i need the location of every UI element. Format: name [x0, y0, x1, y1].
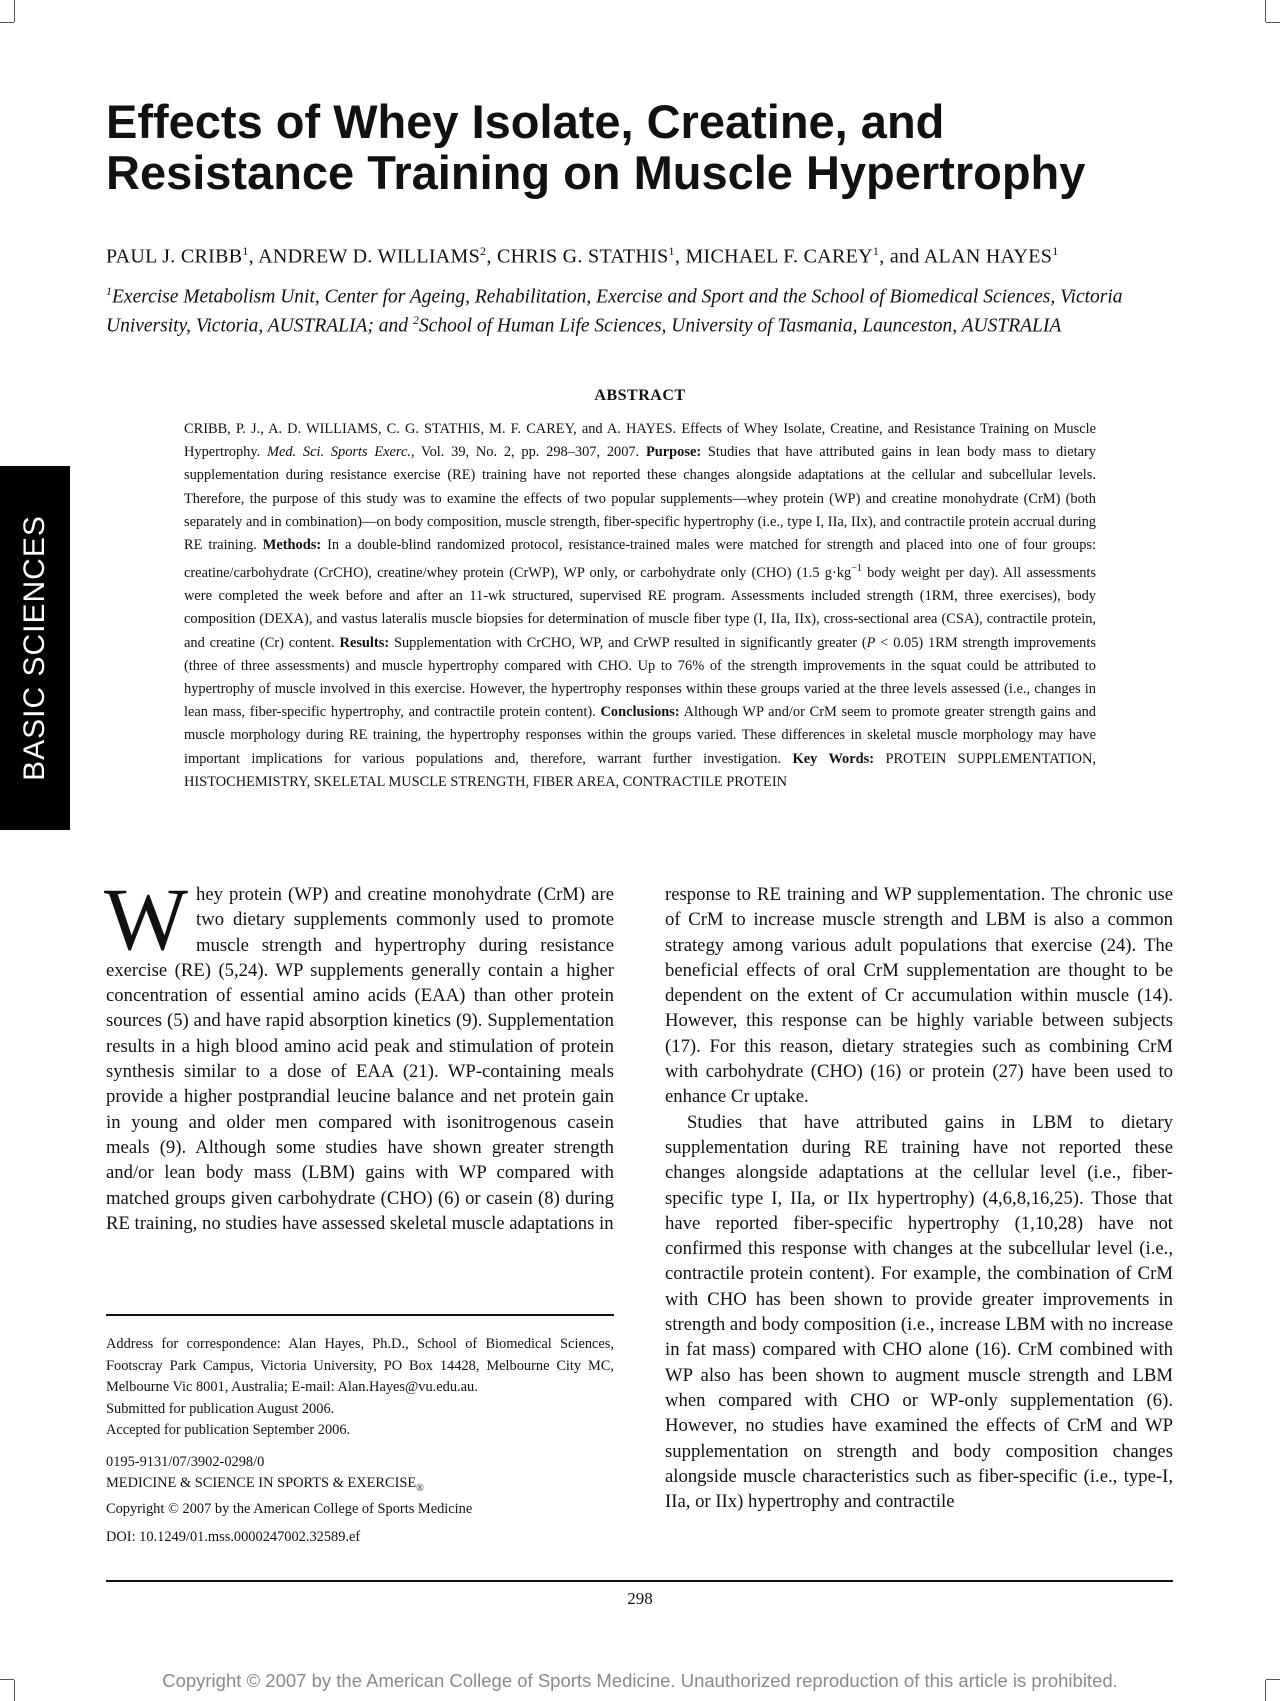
body-paragraph — [104, 871, 614, 1236]
article-title — [106, 96, 1206, 198]
abstract-citation-tail: , Vol. 39, No. 2, pp. 298–307, 2007. — [410, 444, 646, 461]
affiliations — [106, 280, 1176, 337]
section-label: BASIC SCIENCES — [18, 515, 51, 781]
affiliation-1: Exercise Metabolism Unit, Center for Ageing, Rehabilitation, Exercise and Sport and the School of Biomedical Sciences, Victoria University, Victoria, AUSTRALIA; and — [106, 286, 1123, 336]
journal-name — [106, 1473, 614, 1499]
purpose-text: Studies that have attributed gains in lean body mass to dietary supplementation during resistance exercise (RE) training have not reported these changes alongside adaptations at the cellular and subcellular levels. Therefore, the purpose of this study was to examine the effects of two popular supplements—whey protein (WP) and creatine monohydrate (CrM) (both separately and in combination)—on body composition, muscle strength, fiber-specific hypertrophy (i.e., type I, IIa, IIx), and contractile protein accrual during RE training. — [184, 444, 1096, 554]
author: PAUL J. CRIBB — [106, 245, 243, 268]
abstract-journal: Med. Sci. Sports Exerc. — [266, 444, 411, 461]
purpose-label: Purpose: — [645, 444, 702, 461]
footnote-block — [106, 1334, 614, 1548]
methods-exponent: −1 — [851, 563, 862, 575]
crop-mark — [1266, 22, 1280, 23]
footnote-divider — [106, 1314, 614, 1316]
conclusions-text: Although WP and/or CrM seem to promote greater strength gains and muscle morphology during RE training, the hypertrophy responses within the groups varied. These differences in skeletal muscle morphology may have important implications for various populations and, therefore, warrant further investigation. — [184, 704, 1096, 767]
conclusions-label: Conclusions: — [600, 704, 680, 721]
results-label: Results: — [339, 634, 390, 651]
author: and ALAN HAYES — [889, 245, 1053, 268]
affil-mark: 2 — [412, 312, 419, 327]
author: MICHAEL F. CAREY — [685, 245, 873, 268]
body-column-right — [665, 882, 1173, 1514]
abstract-heading: ABSTRACT — [594, 387, 686, 404]
methods-text: In a double-blind randomized protocol, resistance-trained males were matched for strength and placed into one of four groups: creatine/carbohydrate (CrCHO), creatine/whey protein (CrWP), WP only, or carbohydrate only (CHO) (1.5 g·kg — [184, 537, 1096, 582]
methods-text-cont: body weight per day). All assessments were completed the week before and after an 11-wk structured, supervised RE program. Assessments included strength (1RM, three exercises), body composition (DEXA), and vastus lateralis muscle biopsies for determination of muscle fiber type (I, IIa, IIx), cross-sectional area (CSA), contractile protein, and creatine (Cr) content. — [184, 565, 1096, 651]
paragraph-text: hey protein (WP) and creatine monohydrate (CrM) are two dietary supplements commonly used to promote muscle strength and hypertrophy during resistance exercise (RE) (5,24). WP supplements generally contain a higher concentration of essential amino acids (EAA) than other protein sources (5) and have rapid absorption kinetics (9). Supplementation results in a high blood amino acid peak and stimulation of protein synthesis similar to a dose of EAA (21). WP-containing meals provide a higher postprandial leucine balance and net protein gain in young and older men compared with isonitrogenous casein meals (9). Although some studies have shown greater strength and/or lean body mass (LBM) gains with WP compared with matched groups given carbohydrate (CHO) (6) or casein (8) during RE training, no studies have assessed skeletal muscle adaptations in — [106, 884, 614, 1234]
body-paragraph: Studies that have attributed gains in LBM to dietary supplementation during RE training have not reported these changes alongside adaptations at the cellular level (i.e., fiber-specific type I, IIa, or IIx hypertrophy) (4,6,8,16,25). Those that have reported fiber-specific hypertrophy (1,10,28) have not confirmed this response with changes at the subcellular level (i.e., contractile protein content). For example, the combination of CrM with CHO has been shown to provide greater improvements in strength and body composition (i.e., increase LBM with no increase in fat mass) compared with CHO alone (16). CrM combined with WP also has been shown to augment muscle strength and LBM when compared with CHO or WP-only supplementation (6). However, no studies have examined the effects of CrM and WP supplementation on strength and body composition changes alongside muscle characteristics such as fiber-specific (i.e., type-I, IIa, or IIx) hypertrophy and contractile — [665, 1111, 1173, 1513]
journal-copyright: Copyright © 2007 by the American College of Sports Medicine — [106, 1501, 473, 1518]
submitted-date: Submitted for publication August 2006. — [106, 1400, 335, 1417]
author-affil-mark: 2 — [480, 244, 487, 258]
abstract-body — [184, 418, 1096, 794]
keywords-label: Key Words: — [792, 750, 875, 767]
body-column-left — [104, 871, 614, 1236]
author-list: PAUL J. CRIBB$^1$, ANDREW D. WILLIAMS$^2$, CHRIS G. STATHIS$^1$, MICHAEL F. CAREY$^1$, and ALAN HAYES$^1$ — [106, 244, 1059, 268]
journal-name-text: MEDICINE & SCIENCE IN SPORTS & EXERCISE — [106, 1475, 417, 1491]
body-paragraph: response to RE training and WP supplementation. The chronic use of CrM to increase muscle strength and LBM is also a common strategy among various adult populations that exercise (24). The beneficial effects of oral CrM supplementation are thought to be dependent on the extent of Cr accumulation within muscle (14). However, this response can be highly variable between subjects (17). For this reason, dietary strategies such as combining CrM with carbohydrate (CHO) (16) or protein (27) have been used to enhance Cr uptake. — [665, 884, 1173, 1108]
author-affil-mark: 1 — [1052, 244, 1059, 258]
title-line-2: Resistance Training on Muscle Hypertrophy — [106, 146, 1086, 199]
page-bottom-rule — [106, 1580, 1173, 1582]
author: CHRIS G. STATHIS — [496, 245, 669, 268]
page-number: 298 — [627, 1589, 653, 1608]
results-p-symbol: P — [866, 634, 876, 651]
results-text: Supplementation with CrCHO, WP, and CrWP resulted in significantly greater ( — [389, 634, 867, 651]
registered-mark: ® — [416, 1482, 424, 1494]
crop-mark — [1265, 0, 1266, 22]
section-side-tab — [0, 466, 70, 830]
methods-label: Methods: — [262, 537, 322, 554]
author-affil-mark: 1 — [242, 244, 249, 258]
title-line-1: Effects of Whey Isolate, Creatine, and — [106, 95, 945, 148]
abstract-citation: CRIBB, P. J., A. D. WILLIAMS, C. G. STATHIS, M. F. CAREY, and A. HAYES. Effects of Whey Isolate, Creatine, and Resistance Training on Muscle Hypertrophy. — [184, 421, 1096, 461]
keywords-text: PROTEIN SUPPLEMENTATION, HISTOCHEMISTRY, SKELETAL MUSCLE STRENGTH, FIBER AREA, CONTRACTILE PROTEIN — [184, 750, 1096, 790]
affil-mark: 1 — [106, 284, 112, 298]
author-affil-mark: 1 — [668, 244, 675, 258]
copyright-notice: Copyright © 2007 by the American College of Sports Medicine. Unauthorized reproduction of this article is prohibited. — [162, 1670, 1118, 1691]
doi: DOI: 10.1249/01.mss.0000247002.32589.ef — [106, 1528, 361, 1545]
results-text-cont: < 0.05) 1RM strength improvements (three of three assessments) and muscle hypertrophy compared with CHO. Up to 76% of the strength improvements in the squat could be attributed to hypertrophy of muscle involved in this exercise. However, the hypertrophy responses within these groups varied at the three levels assessed (i.e., changes in lean mass, fiber-specific hypertrophy, and contractile protein content). — [184, 634, 1096, 721]
crop-mark — [14, 0, 15, 22]
correspondence-address: Address for correspondence: Alan Hayes, Ph.D., School of Biomedical Sciences, Footscray Park Campus, Victoria University, PO Box 14428, Melbourne City MC, Melbourne Vic 8001, Australia; E-mail: Alan.Hayes@vu.edu.au. — [106, 1336, 614, 1395]
author: ANDREW D. WILLIAMS — [258, 245, 481, 268]
accepted-date: Accepted for publication September 2006. — [106, 1422, 351, 1438]
author-affil-mark: 1 — [872, 244, 880, 258]
affiliation-2: School of Human Life Sciences, University of Tasmania, Launceston, AUSTRALIA — [418, 315, 1062, 336]
issn: 0195-9131/07/3902-0298/0 — [106, 1453, 265, 1470]
crop-mark — [0, 22, 14, 23]
drop-cap: W — [104, 871, 189, 969]
